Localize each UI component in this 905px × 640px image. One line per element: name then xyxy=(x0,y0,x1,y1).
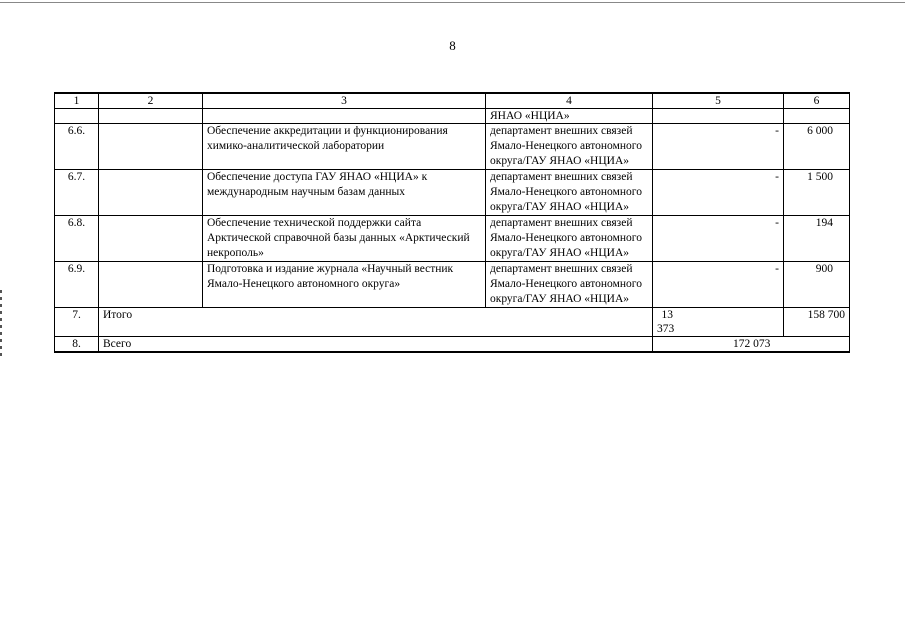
row-description: Обеспечение технической поддержки сайта Арктической справочной базы данных «Арктический некрополь» xyxy=(203,216,486,262)
row-description: Подготовка и издание журнала «Научный вестник Ямало-Ненецкого автономного округа» xyxy=(203,262,486,308)
row-col2 xyxy=(99,124,203,170)
row-description: Обеспечение аккредитации и функционирования химико-аналитической лаборатории xyxy=(203,124,486,170)
header-cell: 5 xyxy=(653,93,784,109)
grand-total-value: 172 073 xyxy=(653,337,850,353)
header-cell: 2 xyxy=(99,93,203,109)
row-number: 6.8. xyxy=(55,216,99,262)
funding-table xyxy=(54,92,850,353)
row-col2 xyxy=(99,170,203,216)
continuation-row xyxy=(55,109,850,124)
row-description: Обеспечение доступа ГАУ ЯНАО «НЦИА» к международным научным базам данных xyxy=(203,170,486,216)
row-executor: департамент внешних связей Ямало-Ненецкого автономного округа/ГАУ ЯНАО «НЦИА» xyxy=(486,216,653,262)
total-col5: 13 373 xyxy=(653,308,784,337)
total-number: 7. xyxy=(55,308,99,337)
header-cell: 4 xyxy=(486,93,653,109)
row-col5: - xyxy=(653,124,784,170)
header-cell: 6 xyxy=(784,93,850,109)
row-col2 xyxy=(99,216,203,262)
row-executor: департамент внешних связей Ямало-Ненецкого автономного округа/ГАУ ЯНАО «НЦИА» xyxy=(486,124,653,170)
table-row xyxy=(55,262,850,308)
grand-total-label: Всего xyxy=(99,337,653,353)
header-cell: 1 xyxy=(55,93,99,109)
page-number: 8 xyxy=(449,38,456,53)
row-amount: 1 500 xyxy=(784,170,850,216)
row-executor: департамент внешних связей Ямало-Ненецкого автономного округа/ГАУ ЯНАО «НЦИА» xyxy=(486,170,653,216)
continuation-executor: ЯНАО «НЦИА» xyxy=(486,109,653,124)
row-col2 xyxy=(99,262,203,308)
row-amount: 194 xyxy=(784,216,850,262)
total-row xyxy=(55,308,850,337)
table-row xyxy=(55,216,850,262)
table-row xyxy=(55,124,850,170)
grand-total-number: 8. xyxy=(55,337,99,353)
row-number: 6.9. xyxy=(55,262,99,308)
row-col5: - xyxy=(653,216,784,262)
table-row xyxy=(55,170,850,216)
header-cell: 3 xyxy=(203,93,486,109)
row-col5: - xyxy=(653,262,784,308)
scan-top-edge xyxy=(0,2,905,3)
total-label: Итого xyxy=(99,308,653,337)
table-header-row xyxy=(55,93,850,109)
scan-left-edge-mark xyxy=(0,290,2,360)
row-amount: 900 xyxy=(784,262,850,308)
total-col6: 158 700 xyxy=(784,308,850,337)
row-number: 6.7. xyxy=(55,170,99,216)
row-col5: - xyxy=(653,170,784,216)
row-executor: департамент внешних связей Ямало-Ненецкого автономного округа/ГАУ ЯНАО «НЦИА» xyxy=(486,262,653,308)
row-number: 6.6. xyxy=(55,124,99,170)
row-amount: 6 000 xyxy=(784,124,850,170)
grand-total-row xyxy=(55,337,850,353)
